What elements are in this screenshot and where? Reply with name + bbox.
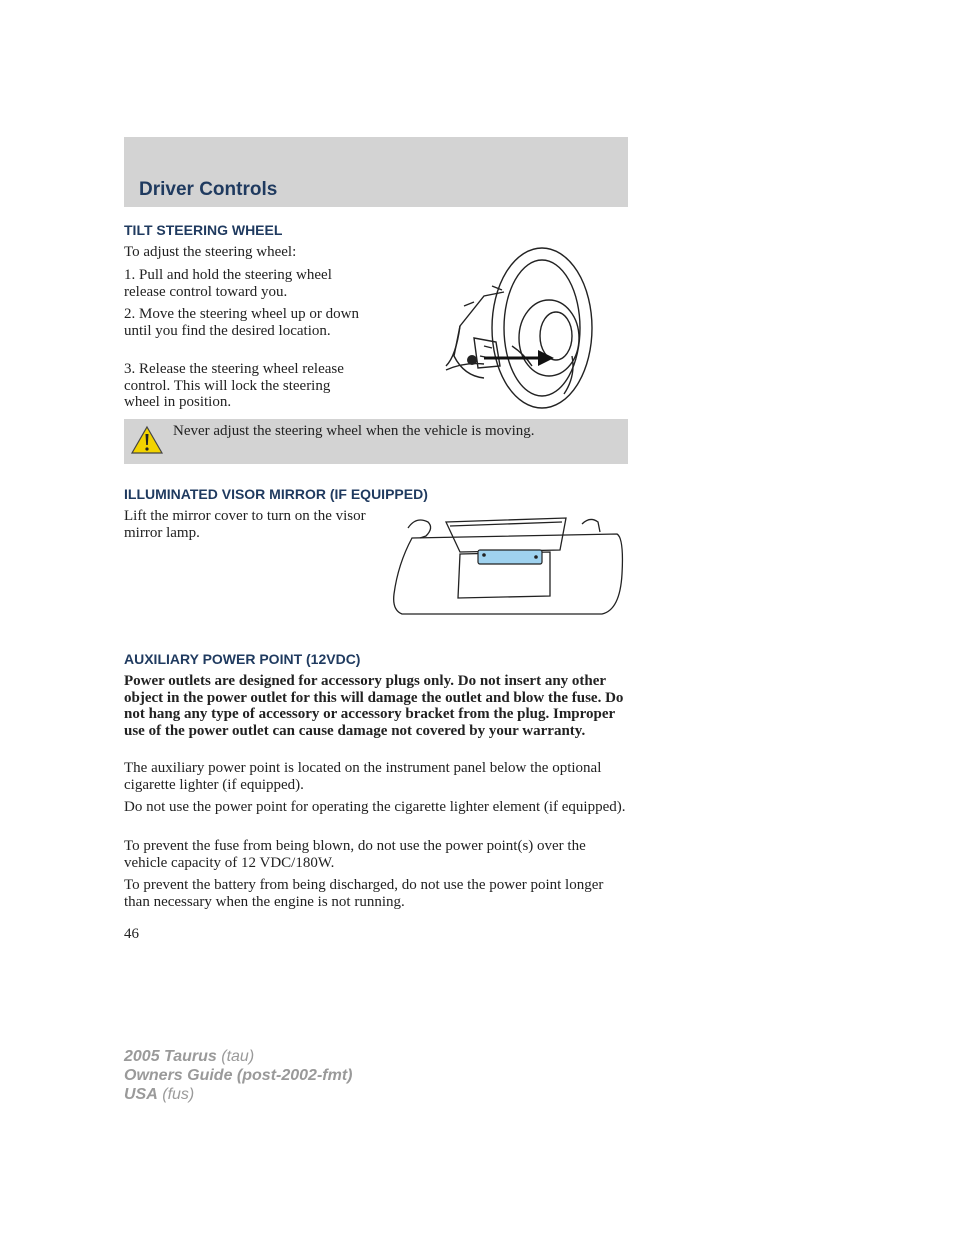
visor-mirror-illustration xyxy=(392,514,624,618)
footer-line-1 xyxy=(124,1047,352,1066)
footer-market-code: (fus) xyxy=(162,1086,195,1103)
visor-mirror-text: Lift the mirror cover to turn on the visor mirror lamp. xyxy=(124,508,366,541)
chapter-title: Driver Controls xyxy=(139,179,278,200)
footer-model: 2005 Taurus xyxy=(124,1048,217,1065)
steering-wheel-illustration xyxy=(444,246,594,410)
footer-model-code: (tau) xyxy=(221,1048,255,1065)
footer-guide: Owners Guide (post-2002-fmt) xyxy=(124,1067,353,1084)
power-point-caution: Power outlets are designed for accessory plugs only. Do not insert any other object in the power outlet for this will damage the outlet and blow the fuse. Do not hang any type of accessory or accessory bracket from the plug. Improper use of the power outlet can cause damage not covered by your warranty. xyxy=(124,673,624,739)
document-footer xyxy=(124,1047,352,1104)
tilt-step-1: 1. Pull and hold the steering wheel release control toward you. xyxy=(124,267,332,300)
power-point-location: The auxiliary power point is located on the instrument panel below the optional cigarette lighter (if equipped). xyxy=(124,760,602,793)
footer-line-3 xyxy=(124,1085,352,1104)
tilt-step-2: 2. Move the steering wheel up or down until you find the desired location. xyxy=(124,306,359,339)
visor-mirror-heading: ILLUMINATED VISOR MIRROR (IF EQUIPPED) xyxy=(124,486,428,502)
power-point-fuse-note: To prevent the fuse from being blown, do not use the power point(s) over the vehicle capacity of 12 VDC/180W. xyxy=(124,838,586,871)
page-number: 46 xyxy=(124,926,139,942)
warning-triangle-icon xyxy=(130,425,164,455)
warning-text: Never adjust the steering wheel when the vehicle is moving. xyxy=(173,423,535,439)
chapter-header-band xyxy=(124,137,628,207)
tilt-steering-heading: TILT STEERING WHEEL xyxy=(124,222,283,238)
power-point-lighter-note: Do not use the power point for operating the cigarette lighter element (if equipped). xyxy=(124,799,626,815)
tilt-intro: To adjust the steering wheel: xyxy=(124,244,297,260)
footer-line-2 xyxy=(124,1066,352,1085)
power-point-battery-note: To prevent the battery from being discharged, do not use the power point longer than necessary when the engine is not running. xyxy=(124,877,604,910)
power-point-heading: AUXILIARY POWER POINT (12VDC) xyxy=(124,651,361,667)
warning-box xyxy=(124,419,628,464)
footer-market: USA xyxy=(124,1086,158,1103)
tilt-step-3: 3. Release the steering wheel release control. This will lock the steering wheel in position. xyxy=(124,361,344,410)
